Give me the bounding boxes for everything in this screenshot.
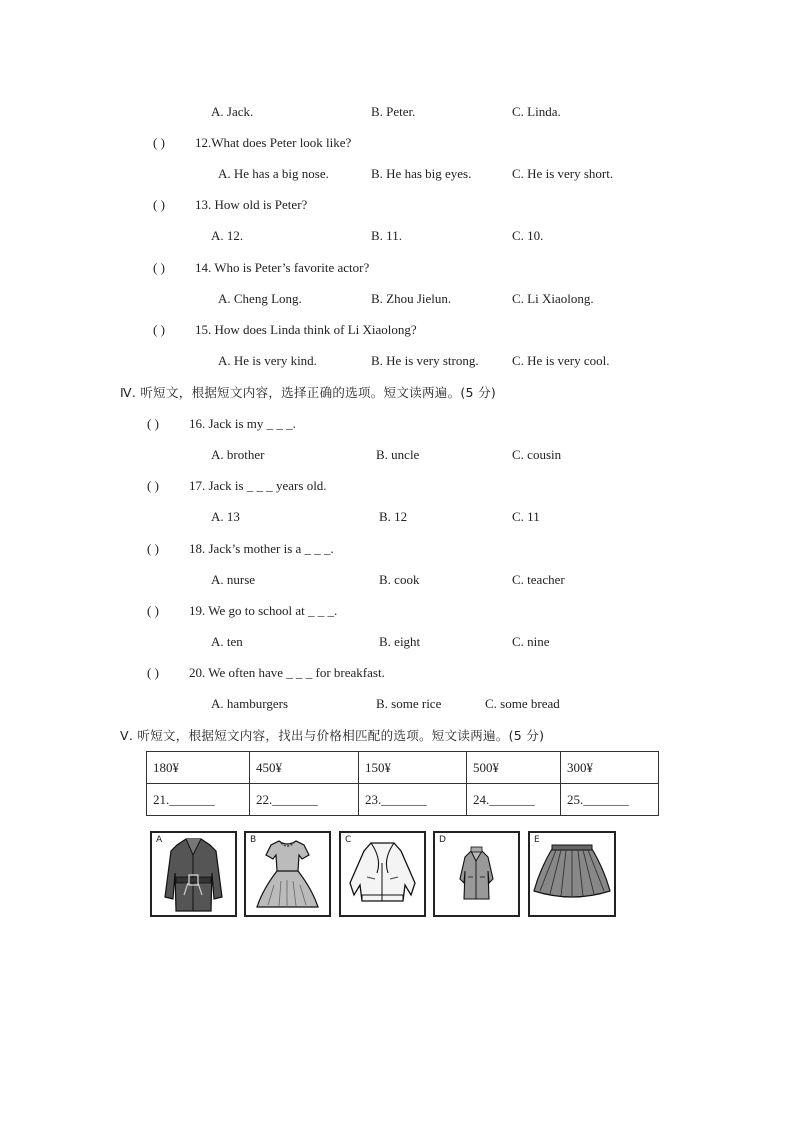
q16-option-a: A. brother: [211, 447, 265, 462]
price-cell: 300¥: [561, 752, 659, 784]
q15-answer-blank[interactable]: ( ): [153, 322, 165, 337]
q16-option-b: B. uncle: [376, 447, 420, 462]
q18-stem: 18. Jack’s mother is a _ _ _.: [189, 541, 334, 556]
answer-row: [147, 784, 659, 816]
q15-stem: 15. How does Linda think of Li Xiaolong?: [195, 322, 417, 337]
price-cell: 450¥: [250, 752, 359, 784]
trench-coat-icon: [152, 833, 235, 915]
q18-option-a: A. nurse: [211, 572, 256, 587]
q12-option-c: C. He is very short.: [512, 166, 614, 181]
q15-option-c: C. He is very cool.: [512, 353, 610, 368]
section-4-heading: Ⅳ. 听短文，根据短文内容，选择正确的选项。短文读两遍。(5 分): [120, 385, 497, 400]
dress-icon: [246, 833, 329, 915]
q14-answer-blank[interactable]: ( ): [153, 260, 165, 275]
q13-stem: 13. How old is Peter?: [195, 197, 308, 212]
price-cell: 180¥: [147, 752, 250, 784]
q14-option-c: C. Li Xiaolong.: [512, 291, 594, 306]
q19-answer-blank[interactable]: ( ): [147, 603, 159, 618]
q18-option-c: C. teacher: [512, 572, 565, 587]
q13-option-c: C. 10.: [512, 228, 544, 243]
q12-answer-blank[interactable]: ( ): [153, 135, 165, 150]
picture-d: [433, 831, 520, 917]
q16-answer-blank[interactable]: ( ): [147, 416, 159, 431]
picture-c: [339, 831, 426, 917]
skirt-icon: [530, 833, 614, 915]
picture-label: A: [156, 835, 163, 845]
q18-option-b: B. cook: [379, 572, 420, 587]
q15-option-a: A. He is very kind.: [218, 353, 317, 368]
q17-option-c: C. 11: [512, 509, 540, 524]
q11-option-a: A. Jack.: [211, 104, 254, 119]
answer-blank-23[interactable]: 23._______: [359, 784, 467, 816]
jacket-icon: [341, 833, 424, 915]
price-cell: 500¥: [467, 752, 561, 784]
q20-option-b: B. some rice: [376, 696, 442, 711]
q13-option-b: B. 11.: [371, 228, 402, 243]
q20-stem: 20. We often have _ _ _ for breakfast.: [189, 665, 385, 680]
q19-option-a: A. ten: [211, 634, 243, 649]
picture-label: D: [439, 835, 446, 845]
q13-answer-blank[interactable]: ( ): [153, 197, 165, 212]
q14-option-b: B. Zhou Jielun.: [371, 291, 452, 306]
q17-answer-blank[interactable]: ( ): [147, 478, 159, 493]
q12-stem: 12.What does Peter look like?: [195, 135, 352, 150]
picture-b: [244, 831, 331, 917]
picture-a: [150, 831, 237, 917]
q20-answer-blank[interactable]: ( ): [147, 665, 159, 680]
q19-option-b: B. eight: [379, 634, 421, 649]
q20-option-a: A. hamburgers: [211, 696, 289, 711]
q13-option-a: A. 12.: [211, 228, 244, 243]
q14-stem: 14. Who is Peter’s favorite actor?: [195, 260, 370, 275]
q12-option-a: A. He has a big nose.: [218, 166, 329, 181]
price-row: [147, 752, 659, 784]
answer-blank-25[interactable]: 25._______: [561, 784, 659, 816]
answer-blank-24[interactable]: 24._______: [467, 784, 561, 816]
q14-option-a: A. Cheng Long.: [218, 291, 302, 306]
coat-icon: [435, 833, 518, 915]
answer-blank-22[interactable]: 22._______: [250, 784, 359, 816]
q18-answer-blank[interactable]: ( ): [147, 541, 159, 556]
answer-blank-21[interactable]: 21._______: [147, 784, 250, 816]
q19-stem: 19. We go to school at _ _ _.: [189, 603, 338, 618]
section-5-heading: Ⅴ. 听短文，根据短文内容，找出与价格相匹配的选项。短文读两遍。(5 分): [120, 728, 545, 743]
picture-label: B: [250, 835, 257, 845]
q17-option-a: A. 13: [211, 509, 240, 524]
q20-option-c: C. some bread: [485, 696, 560, 711]
q16-stem: 16. Jack is my _ _ _.: [189, 416, 296, 431]
price-table: [146, 751, 659, 816]
q17-stem: 17. Jack is _ _ _ years old.: [189, 478, 327, 493]
q16-option-c: C. cousin: [512, 447, 562, 462]
q12-option-b: B. He has big eyes.: [371, 166, 472, 181]
picture-e: [528, 831, 616, 917]
picture-label: E: [534, 835, 540, 845]
q11-option-b: B. Peter.: [371, 104, 416, 119]
q15-option-b: B. He is very strong.: [371, 353, 479, 368]
q17-option-b: B. 12: [379, 509, 408, 524]
price-cell: 150¥: [359, 752, 467, 784]
q11-option-c: C. Linda.: [512, 104, 561, 119]
picture-label: C: [345, 835, 352, 845]
q19-option-c: C. nine: [512, 634, 550, 649]
